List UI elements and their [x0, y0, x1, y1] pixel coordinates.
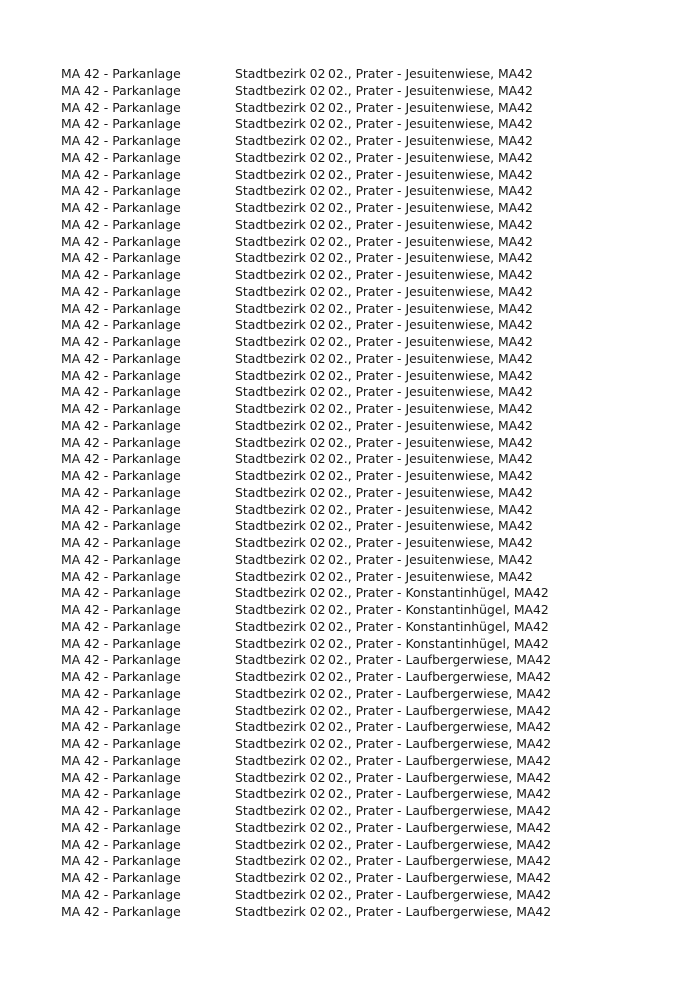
location-cell: 02., Prater - Laufbergerwiese, MA42 — [328, 886, 552, 902]
location-cell: 02., Prater - Konstantinhügel, MA42 — [328, 602, 549, 617]
district-cell: Stadtbezirk 02 — [235, 417, 326, 433]
location-cell: 02., Prater - Jesuitenwiese, MA42 — [328, 334, 533, 349]
district-cell: Stadtbezirk 02 — [235, 786, 326, 802]
location-cell: 02., Prater - Jesuitenwiese, MA42 — [328, 267, 533, 282]
district-cell: Stadtbezirk 02 — [235, 635, 326, 651]
category-cell: MA 42 - Parkanlage — [61, 183, 181, 199]
category-cell: MA 42 - Parkanlage — [61, 267, 181, 282]
district-cell: Stadtbezirk 02 — [235, 669, 326, 684]
category-cell: MA 42 - Parkanlage — [61, 133, 181, 148]
category-cell: MA 42 - Parkanlage — [61, 250, 181, 266]
location-cell: 02., Prater - Konstantinhügel, MA42 — [328, 585, 549, 601]
location-cell: 02., Prater - Jesuitenwiese, MA42 — [328, 66, 533, 81]
district-cell: Stadtbezirk 02 — [235, 551, 326, 567]
location-cell: 02., Prater - Jesuitenwiese, MA42 — [328, 233, 533, 249]
location-cell: 02., Prater - Jesuitenwiese, MA42 — [328, 149, 533, 165]
category-cell: MA 42 - Parkanlage — [61, 685, 181, 701]
category-cell: MA 42 - Parkanlage — [61, 551, 181, 567]
category-cell: MA 42 - Parkanlage — [61, 752, 181, 768]
district-cell: Stadtbezirk 02 — [235, 66, 326, 81]
district-cell: Stadtbezirk 02 — [235, 752, 326, 768]
location-cell: 02., Prater - Jesuitenwiese, MA42 — [328, 200, 533, 215]
category-cell: MA 42 - Parkanlage — [61, 853, 181, 869]
location-cell: 02., Prater - Laufbergerwiese, MA42 — [328, 870, 552, 885]
district-cell: Stadtbezirk 02 — [235, 602, 326, 617]
district-cell: Stadtbezirk 02 — [235, 535, 326, 550]
location-cell: 02., Prater - Jesuitenwiese, MA42 — [328, 367, 533, 383]
category-cell: MA 42 - Parkanlage — [61, 719, 181, 735]
district-cell: Stadtbezirk 02 — [235, 769, 326, 785]
location-cell: 02., Prater - Jesuitenwiese, MA42 — [328, 451, 533, 467]
district-cell: Stadtbezirk 02 — [235, 233, 326, 249]
category-cell: MA 42 - Parkanlage — [61, 903, 181, 919]
district-cell: Stadtbezirk 02 — [235, 149, 326, 165]
location-cell: 02., Prater - Laufbergerwiese, MA42 — [328, 786, 552, 802]
district-cell: Stadtbezirk 02 — [235, 384, 326, 400]
location-cell: 02., Prater - Laufbergerwiese, MA42 — [328, 719, 552, 735]
location-cell: 02., Prater - Laufbergerwiese, MA42 — [328, 853, 552, 869]
category-cell: MA 42 - Parkanlage — [61, 66, 181, 81]
district-cell: Stadtbezirk 02 — [235, 434, 326, 450]
location-cell: 02., Prater - Jesuitenwiese, MA42 — [328, 300, 533, 316]
location-cell: 02., Prater - Konstantinhügel, MA42 — [328, 618, 549, 634]
location-cell: 02., Prater - Laufbergerwiese, MA42 — [328, 903, 552, 919]
category-cell: MA 42 - Parkanlage — [61, 468, 181, 483]
category-cell: MA 42 - Parkanlage — [61, 99, 181, 115]
category-cell: MA 42 - Parkanlage — [61, 350, 181, 366]
location-cell: 02., Prater - Laufbergerwiese, MA42 — [328, 819, 552, 835]
location-cell: 02., Prater - Jesuitenwiese, MA42 — [328, 384, 533, 400]
category-cell: MA 42 - Parkanlage — [61, 233, 181, 249]
category-cell: MA 42 - Parkanlage — [61, 702, 181, 718]
location-cell: 02., Prater - Laufbergerwiese, MA42 — [328, 685, 552, 701]
location-cell: 02., Prater - Jesuitenwiese, MA42 — [328, 183, 533, 199]
category-cell: MA 42 - Parkanlage — [61, 384, 181, 400]
district-cell: Stadtbezirk 02 — [235, 585, 326, 601]
location-cell: 02., Prater - Laufbergerwiese, MA42 — [328, 736, 552, 751]
category-cell: MA 42 - Parkanlage — [61, 836, 181, 852]
district-cell: Stadtbezirk 02 — [235, 216, 326, 232]
district-cell: Stadtbezirk 02 — [235, 618, 326, 634]
category-cell: MA 42 - Parkanlage — [61, 870, 181, 885]
district-cell: Stadtbezirk 02 — [235, 250, 326, 266]
category-cell: MA 42 - Parkanlage — [61, 334, 181, 349]
category-cell: MA 42 - Parkanlage — [61, 317, 181, 333]
category-cell: MA 42 - Parkanlage — [61, 116, 181, 132]
location-cell: 02., Prater - Laufbergerwiese, MA42 — [328, 803, 552, 818]
district-cell: Stadtbezirk 02 — [235, 803, 326, 818]
district-cell: Stadtbezirk 02 — [235, 166, 326, 182]
district-cell: Stadtbezirk 02 — [235, 283, 326, 299]
location-cell: 02., Prater - Jesuitenwiese, MA42 — [328, 501, 533, 517]
category-cell: MA 42 - Parkanlage — [61, 367, 181, 383]
category-cell: MA 42 - Parkanlage — [61, 82, 181, 98]
location-cell: 02., Prater - Jesuitenwiese, MA42 — [328, 568, 533, 584]
location-cell: 02., Prater - Jesuitenwiese, MA42 — [328, 283, 533, 299]
district-cell: Stadtbezirk 02 — [235, 568, 326, 584]
district-cell: Stadtbezirk 02 — [235, 99, 326, 115]
category-cell: MA 42 - Parkanlage — [61, 568, 181, 584]
district-cell: Stadtbezirk 02 — [235, 317, 326, 333]
location-cell: 02., Prater - Jesuitenwiese, MA42 — [328, 535, 533, 550]
location-cell: 02., Prater - Jesuitenwiese, MA42 — [328, 350, 533, 366]
location-cell: 02., Prater - Jesuitenwiese, MA42 — [328, 166, 533, 182]
district-cell: Stadtbezirk 02 — [235, 484, 326, 500]
category-cell: MA 42 - Parkanlage — [61, 300, 181, 316]
location-cell: 02., Prater - Laufbergerwiese, MA42 — [328, 702, 552, 718]
district-cell: Stadtbezirk 02 — [235, 116, 326, 132]
location-cell: 02., Prater - Jesuitenwiese, MA42 — [328, 468, 533, 483]
district-cell: Stadtbezirk 02 — [235, 183, 326, 199]
district-cell: Stadtbezirk 02 — [235, 200, 326, 215]
district-cell: Stadtbezirk 02 — [235, 518, 326, 534]
district-cell: Stadtbezirk 02 — [235, 267, 326, 282]
category-cell: MA 42 - Parkanlage — [61, 401, 181, 416]
category-cell: MA 42 - Parkanlage — [61, 149, 181, 165]
district-cell: Stadtbezirk 02 — [235, 350, 326, 366]
district-cell: Stadtbezirk 02 — [235, 652, 326, 668]
category-cell: MA 42 - Parkanlage — [61, 484, 181, 500]
location-cell: 02., Prater - Laufbergerwiese, MA42 — [328, 836, 552, 852]
location-cell: 02., Prater - Jesuitenwiese, MA42 — [328, 401, 533, 416]
location-cell: 02., Prater - Laufbergerwiese, MA42 — [328, 769, 552, 785]
district-cell: Stadtbezirk 02 — [235, 853, 326, 869]
district-cell: Stadtbezirk 02 — [235, 501, 326, 517]
district-cell: Stadtbezirk 02 — [235, 451, 326, 467]
category-cell: MA 42 - Parkanlage — [61, 769, 181, 785]
location-cell: 02., Prater - Jesuitenwiese, MA42 — [328, 434, 533, 450]
district-cell: Stadtbezirk 02 — [235, 468, 326, 483]
location-cell: 02., Prater - Jesuitenwiese, MA42 — [328, 216, 533, 232]
location-cell: 02., Prater - Jesuitenwiese, MA42 — [328, 133, 533, 148]
category-cell: MA 42 - Parkanlage — [61, 451, 181, 467]
location-cell: 02., Prater - Jesuitenwiese, MA42 — [328, 250, 533, 266]
location-cell: 02., Prater - Jesuitenwiese, MA42 — [328, 551, 533, 567]
district-cell: Stadtbezirk 02 — [235, 736, 326, 751]
district-cell: Stadtbezirk 02 — [235, 886, 326, 902]
category-cell: MA 42 - Parkanlage — [61, 652, 181, 668]
location-cell: 02., Prater - Laufbergerwiese, MA42 — [328, 752, 552, 768]
category-cell: MA 42 - Parkanlage — [61, 819, 181, 835]
location-cell: 02., Prater - Jesuitenwiese, MA42 — [328, 417, 533, 433]
category-cell: MA 42 - Parkanlage — [61, 886, 181, 902]
category-cell: MA 42 - Parkanlage — [61, 786, 181, 802]
category-cell: MA 42 - Parkanlage — [61, 166, 181, 182]
category-cell: MA 42 - Parkanlage — [61, 501, 181, 517]
district-cell: Stadtbezirk 02 — [235, 836, 326, 852]
location-cell: 02., Prater - Jesuitenwiese, MA42 — [328, 317, 533, 333]
location-cell: 02., Prater - Jesuitenwiese, MA42 — [328, 99, 533, 115]
district-cell: Stadtbezirk 02 — [235, 719, 326, 735]
location-cell: 02., Prater - Laufbergerwiese, MA42 — [328, 652, 552, 668]
district-cell: Stadtbezirk 02 — [235, 819, 326, 835]
location-cell: 02., Prater - Jesuitenwiese, MA42 — [328, 518, 533, 534]
category-cell: MA 42 - Parkanlage — [61, 417, 181, 433]
district-cell: Stadtbezirk 02 — [235, 133, 326, 148]
category-cell: MA 42 - Parkanlage — [61, 518, 181, 534]
location-cell: 02., Prater - Jesuitenwiese, MA42 — [328, 116, 533, 132]
category-cell: MA 42 - Parkanlage — [61, 618, 181, 634]
district-cell: Stadtbezirk 02 — [235, 702, 326, 718]
district-cell: Stadtbezirk 02 — [235, 367, 326, 383]
category-cell: MA 42 - Parkanlage — [61, 602, 181, 617]
category-cell: MA 42 - Parkanlage — [61, 736, 181, 751]
location-cell: 02., Prater - Jesuitenwiese, MA42 — [328, 484, 533, 500]
district-cell: Stadtbezirk 02 — [235, 685, 326, 701]
district-cell: Stadtbezirk 02 — [235, 334, 326, 349]
category-cell: MA 42 - Parkanlage — [61, 635, 181, 651]
location-cell: 02., Prater - Laufbergerwiese, MA42 — [328, 669, 552, 684]
category-cell: MA 42 - Parkanlage — [61, 535, 181, 550]
district-cell: Stadtbezirk 02 — [235, 300, 326, 316]
district-cell: Stadtbezirk 02 — [235, 401, 326, 416]
category-cell: MA 42 - Parkanlage — [61, 434, 181, 450]
category-cell: MA 42 - Parkanlage — [61, 669, 181, 684]
category-cell: MA 42 - Parkanlage — [61, 803, 181, 818]
category-cell: MA 42 - Parkanlage — [61, 585, 181, 601]
location-cell: 02., Prater - Konstantinhügel, MA42 — [328, 635, 549, 651]
category-cell: MA 42 - Parkanlage — [61, 216, 181, 232]
district-cell: Stadtbezirk 02 — [235, 82, 326, 98]
location-cell: 02., Prater - Jesuitenwiese, MA42 — [328, 82, 533, 98]
district-cell: Stadtbezirk 02 — [235, 903, 326, 919]
category-cell: MA 42 - Parkanlage — [61, 200, 181, 215]
category-cell: MA 42 - Parkanlage — [61, 283, 181, 299]
district-cell: Stadtbezirk 02 — [235, 870, 326, 885]
